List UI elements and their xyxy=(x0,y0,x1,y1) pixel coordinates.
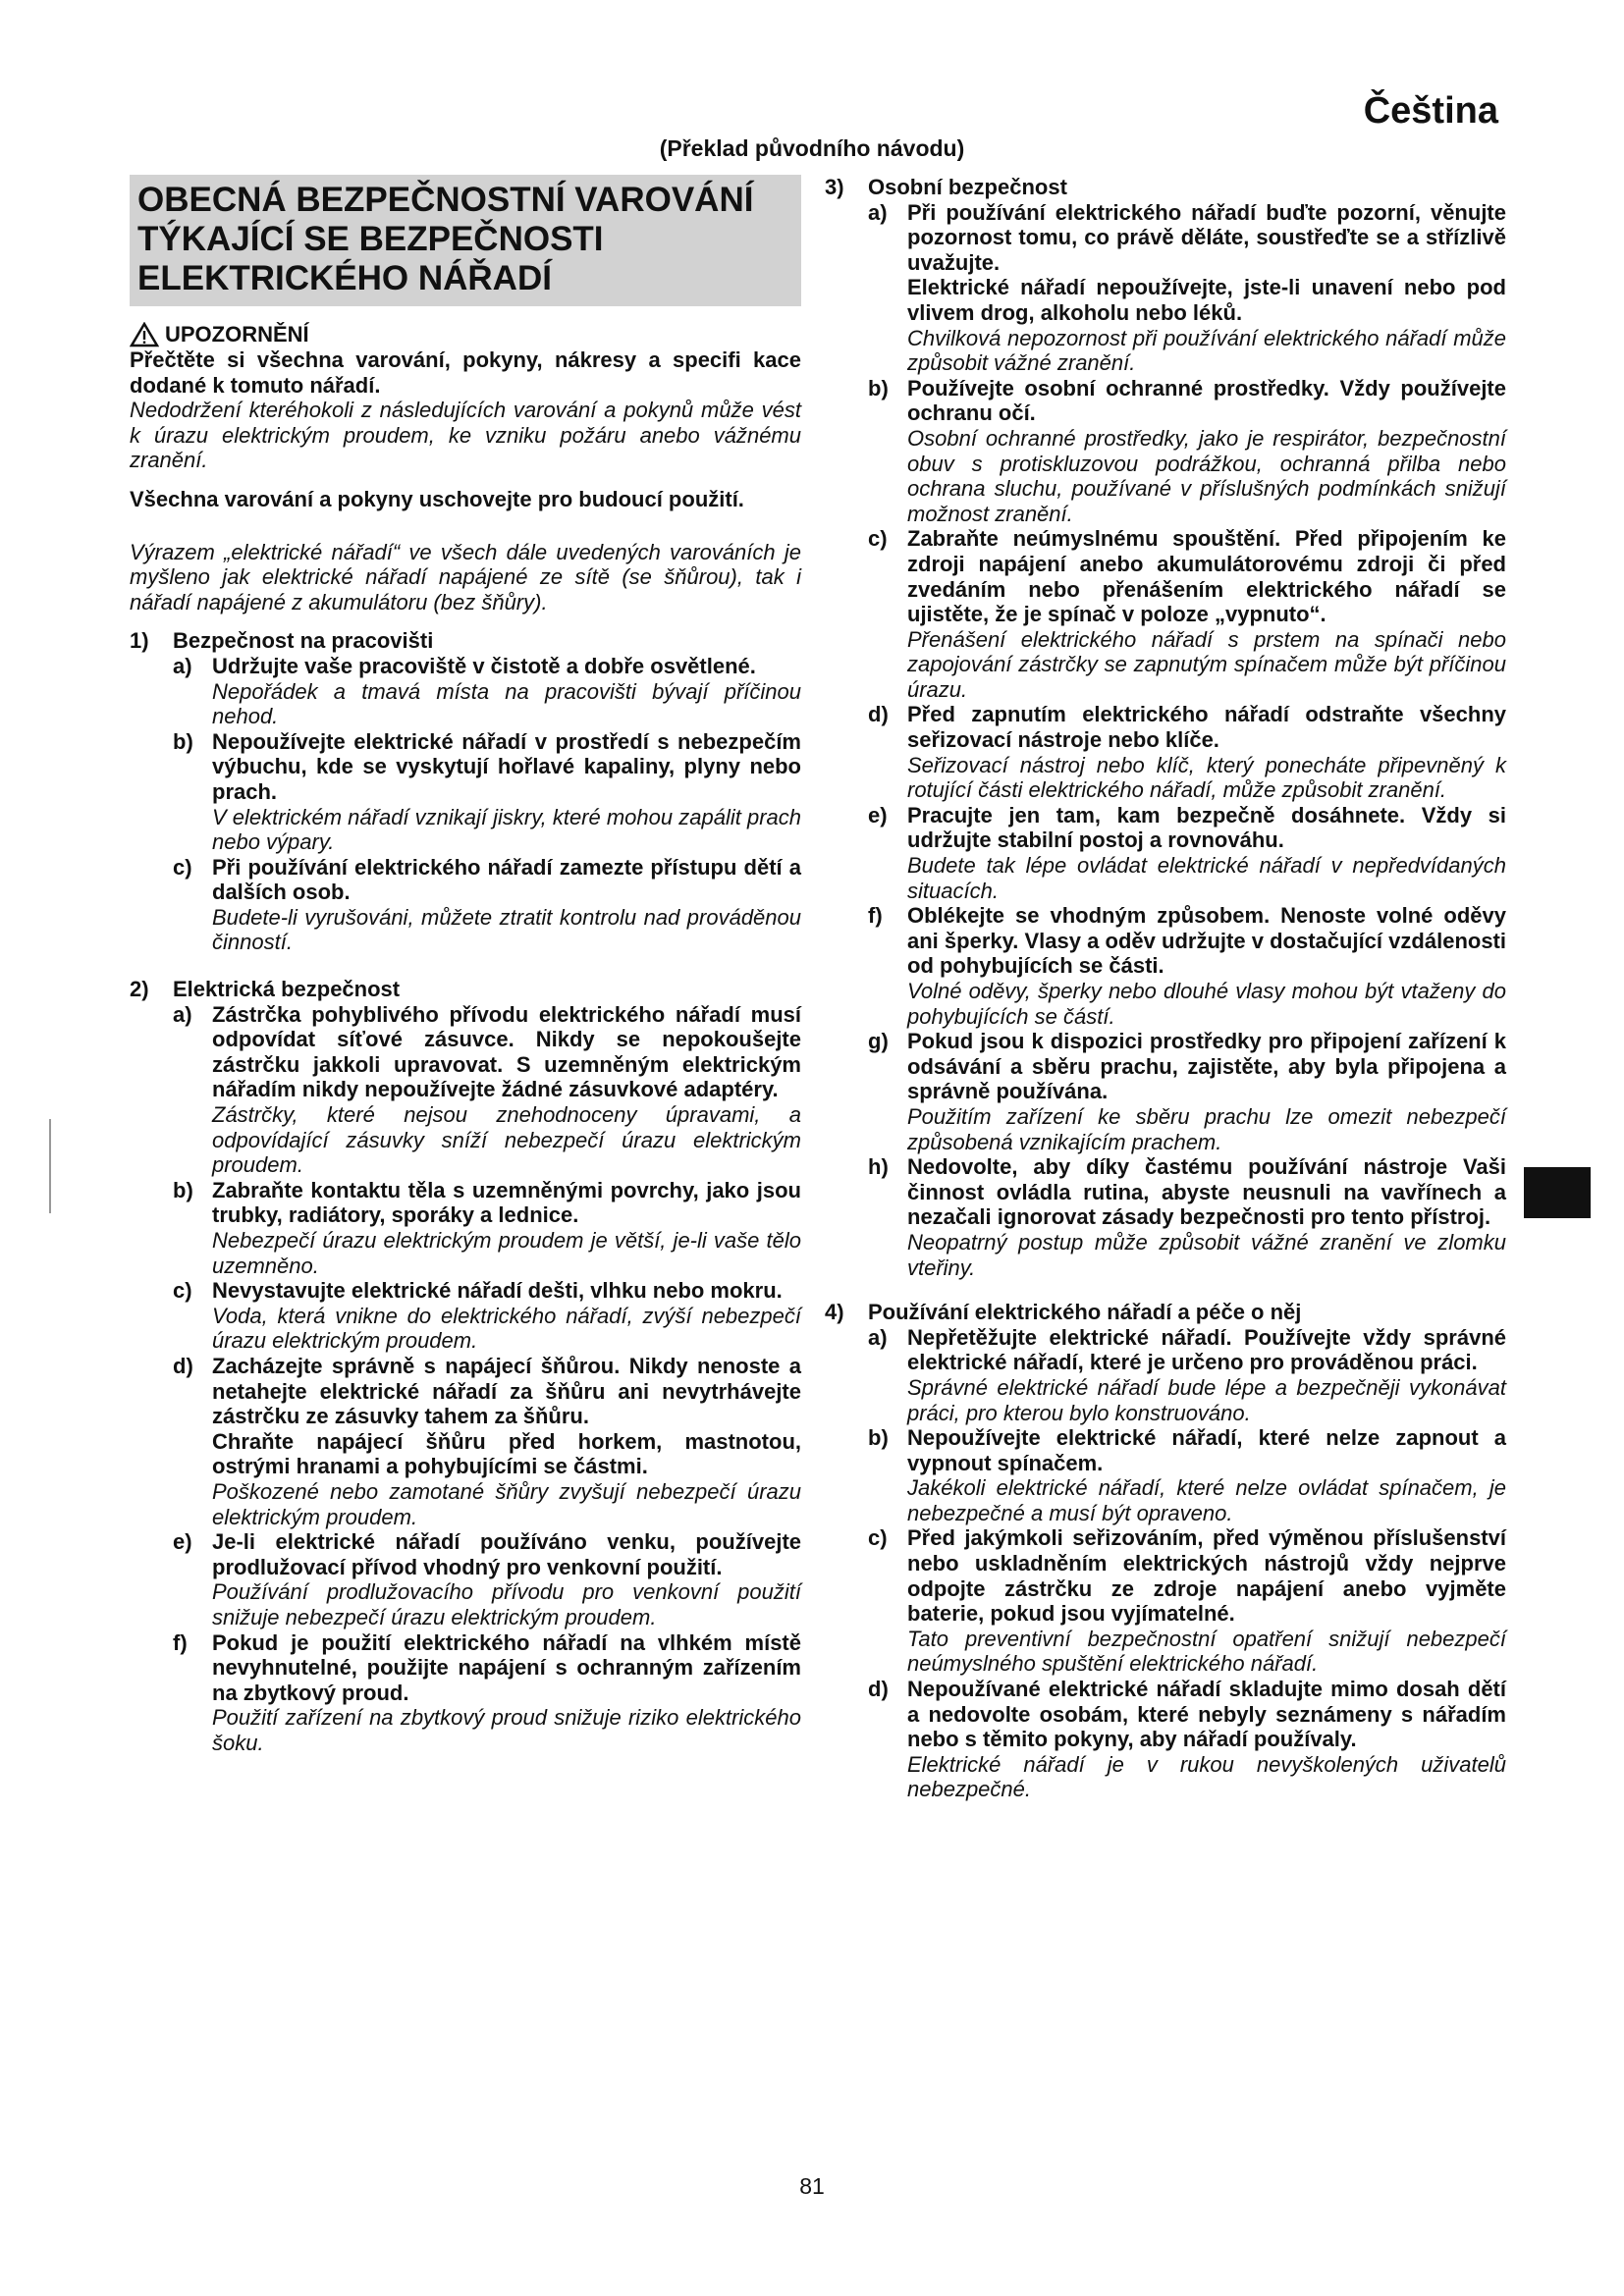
page-number: 81 xyxy=(799,2173,825,2199)
list-item: e) Pracujte jen tam, kam bezpečně dosáhnete. Vždy si udržujte stabilní postoj a rovnováhu. Budete tak lépe ovládat elektrické nářadí v nepředvídaných situacích. xyxy=(868,802,1506,903)
keep-instructions-text: Všechna varování a pokyny uschovejte pro budoucí použití. xyxy=(130,486,744,511)
section-heading: 3) Osobní bezpečnost xyxy=(825,175,1067,199)
warning-heading xyxy=(130,322,801,347)
list-item: d) Před zapnutím elektrického nářadí odstraňte všechny seřizovací nástroje nebo klíče. Seřizovací nástroj nebo klíč, který ponecháte připevněný k rotující části elektrického nářadí, může způsobit zranění. xyxy=(868,702,1506,803)
list-item: g) Pokud jsou k dispozici prostředky pro připojení zařízení k odsávání a sběru prachu, zajistěte, aby byla připojena a správně používána. Použitím zařízení ke sběru prachu lze omezit nebezpečí způsobená vznikajícím prachem. xyxy=(868,1029,1506,1154)
warning-consequence-text: Nedodržení kteréhokoli z následujících varování a pokynů může vést k úrazu elektrickým proudem, ke vzniku požáru anebo vážnému zranění. xyxy=(130,398,801,473)
language-label: Čeština xyxy=(1363,90,1498,132)
translation-note: (Překlad původního návodu) xyxy=(659,135,965,161)
list-item: c) Při používání elektrického nářadí zamezte přístupu dětí a dalších osob. Budete-li vyrušováni, můžete ztratit kontrolu nad prováděnou činností. xyxy=(173,854,801,955)
right-column xyxy=(825,175,1506,1802)
section-title-box xyxy=(130,175,801,306)
list-item: a) Nepřetěžujte elektrické nářadí. Používejte vždy správné elektrické nářadí, které je určeno pro prováděnou práci. Správné elektrické nářadí bude lépe a bezpečněji vykonávat práci, pro kterou bylo konstruováno. xyxy=(868,1324,1506,1425)
term-definition-text: Výrazem „elektrické nářadí“ ve všech dále uvedených varováních je myšleno jak elektrické nářadí napájené ze sítě (se šňůrou), tak i nářadí napájené z akumulátoru (bez šňůry). xyxy=(130,539,801,614)
list-item: b) Nepoužívejte elektrické nářadí v prostředí s nebezpečím výbuchu, kde se vyskytují hořlavé kapaliny, plyny nebo prach. V elektrickém nářadí vznikají jiskry, které mohou zapálit prach nebo výpary. xyxy=(173,728,801,855)
title-line: OBECNÁ BEZPEČNOSTNÍ VAROVÁNÍ xyxy=(137,181,754,219)
list-item: d) Zacházejte správně s napájecí šňůrou. Nikdy nenoste a netahejte elektrické nářadí za šňůru ani nevytrhávejte zástrčku ze zásuvky tahem za šňůru. Chraňte napájecí šňůru před horkem, mastnotou, ostrými hranami a pohybujícími se částmi. Poškozené nebo zamotané šňůry zvyšují nebezpečí úrazu elektrickým proudem. xyxy=(173,1353,801,1529)
warning-triangle-icon xyxy=(130,322,159,347)
list-item: b) Zabraňte kontaktu těla s uzemněnými povrchy, jako jsou trubky, radiátory, sporáky a lednice. Nebezpečí úrazu elektrickým proudem je větší, je-li vaše tělo uzemněno. xyxy=(173,1177,801,1278)
list-item: f) Oblékejte se vhodným způsobem. Nenoste volné oděvy ani šperky. Vlasy a oděv udržujte v dostačující vzdálenosti od pohybujících se části. Volné oděvy, šperky nebo dlouhé vlasy mohou být vtaženy do pohybujících se částí. xyxy=(868,903,1506,1029)
section-heading: 1) Bezpečnost na pracovišti xyxy=(130,628,434,654)
title-line: TÝKAJÍCÍ SE BEZPEČNOSTI xyxy=(137,220,604,258)
section-heading: 2) Elektrická bezpečnost xyxy=(130,977,401,1002)
list-item: f) Pokud je použití elektrického nářadí na vlhkém místě nevyhnutelné, použijte napájení s ochranným zařízením na zbytkový proud. Použití zařízení na zbytkový proud snižuje riziko elektrického šoku. xyxy=(173,1629,801,1755)
list-item: a) Při používání elektrického nářadí buďte pozorní, věnujte pozornost tomu, co právě děláte, soustřeďte se a střízlivě uvažujte. Elektrické nářadí nepoužívejte, jste-li unavení nebo pod vlivem drog, alkoholu nebo léků. Chvilková nepozornost při používání elektrického nářadí může způsobit vážné zranění. xyxy=(868,199,1506,376)
list-item: c) Před jakýmkoli seřizováním, před výměnou příslušenství nebo uskladněním elektrických nástrojů vždy nejprve odpojte zástrčku ze zdroje napájení anebo vyjměte baterie, pokud jsou vyjímatelné. Tato preventivní bezpečnostní opatření snižují nebezpečí neúmyslného spuštění elektrického nářadí. xyxy=(868,1525,1506,1677)
list-item: e) Je-li elektrické nářadí používáno venku, používejte prodlužovací přívod vhodný pro venkovní použití. Používání prodlužovacího přívodu pro venkovní použití snižuje nebezpečí úrazu elektrickým proudem. xyxy=(173,1529,801,1629)
title-line: ELEKTRICKÉHO NÁŘADÍ xyxy=(137,259,552,297)
list-item: b) Nepoužívejte elektrické nářadí, které nelze zapnout a vypnout spínačem. Jakékoli elektrické nářadí, které nelze ovládat spínačem, je nebezpečné a musí být opraveno. xyxy=(868,1425,1506,1525)
warning-read-text: Přečtěte si všechna varování, pokyny, nákresy a specifi kace dodané k tomuto nářadí. xyxy=(130,347,801,398)
left-column xyxy=(130,175,801,1755)
language-side-tab xyxy=(1524,1167,1591,1218)
list-item: c) Zabraňte neúmyslnému spouštění. Před připojením ke zdroji napájení anebo akumulátorovému zdroji či před zvedáním nebo přenášením elektrického nářadí se ujistěte, že je spínač v poloze „vypnuto“. Přenášení elektrického nářadí s prstem na spínači nebo zapojování zástrčky se zapnutým spínačem může být příčinou úrazu. xyxy=(868,526,1506,702)
list-item: d) Nepoužívané elektrické nářadí skladujte mimo dosah dětí a nedovolte osobám, které nebyly seznámeny s nářadím nebo s těmito pokyny, aby nářadí používaly. Elektrické nářadí je v rukou nevyškolených uživatelů nebezpečné. xyxy=(868,1677,1506,1802)
list-item: h) Nedovolte, aby díky častému používání nástroje Vaši činnost ovládla rutina, abyste neusnuli na vavřínech a nezačali ignorovat zásady bezpečnosti pro tento přístroj. Neopatrný postup může způsobit vážné zranění ve zlomku vteřiny. xyxy=(868,1154,1506,1280)
margin-mark xyxy=(49,1119,51,1213)
list-item: c) Nevystavujte elektrické nářadí dešti, vlhku nebo mokru. Voda, která vnikne do elektrického nářadí, zvýší nebezpečí úrazu elektrickým proudem. xyxy=(173,1278,801,1354)
warning-label: UPOZORNĚNÍ xyxy=(165,322,309,347)
list-item: a) Zástrčka pohyblivého přívodu elektrického nářadí musí odpovídat síťové zásuvce. Nikdy se nepokoušejte zástrčku jakkoli upravovat. S uzemněným elektrickým nářadím nikdy nepoužívejte žádné zásuvkové adaptéry. Zástrčky, které nejsou znehodnoceny úpravami, a odpovídající zásuvky sníží nebezpečí úrazu elektrickým proudem. xyxy=(173,1001,801,1178)
list-item: b) Používejte osobní ochranné prostředky. Vždy používejte ochranu očí. Osobní ochranné prostředky, jako je respirátor, bezpečnostní obuv s protiskluzovou podrážkou, ochranná přilba nebo ochrana sluchu, používané v příslušných podmínkách snižují možnost zranění. xyxy=(868,375,1506,526)
section-heading: 4) Používání elektrického nářadí a péče o něj xyxy=(825,1300,1302,1325)
list-item: a) Udržujte vaše pracoviště v čistotě a dobře osvětlené. Nepořádek a tmavá místa na pracovišti bývají příčinou nehod. xyxy=(173,653,801,729)
